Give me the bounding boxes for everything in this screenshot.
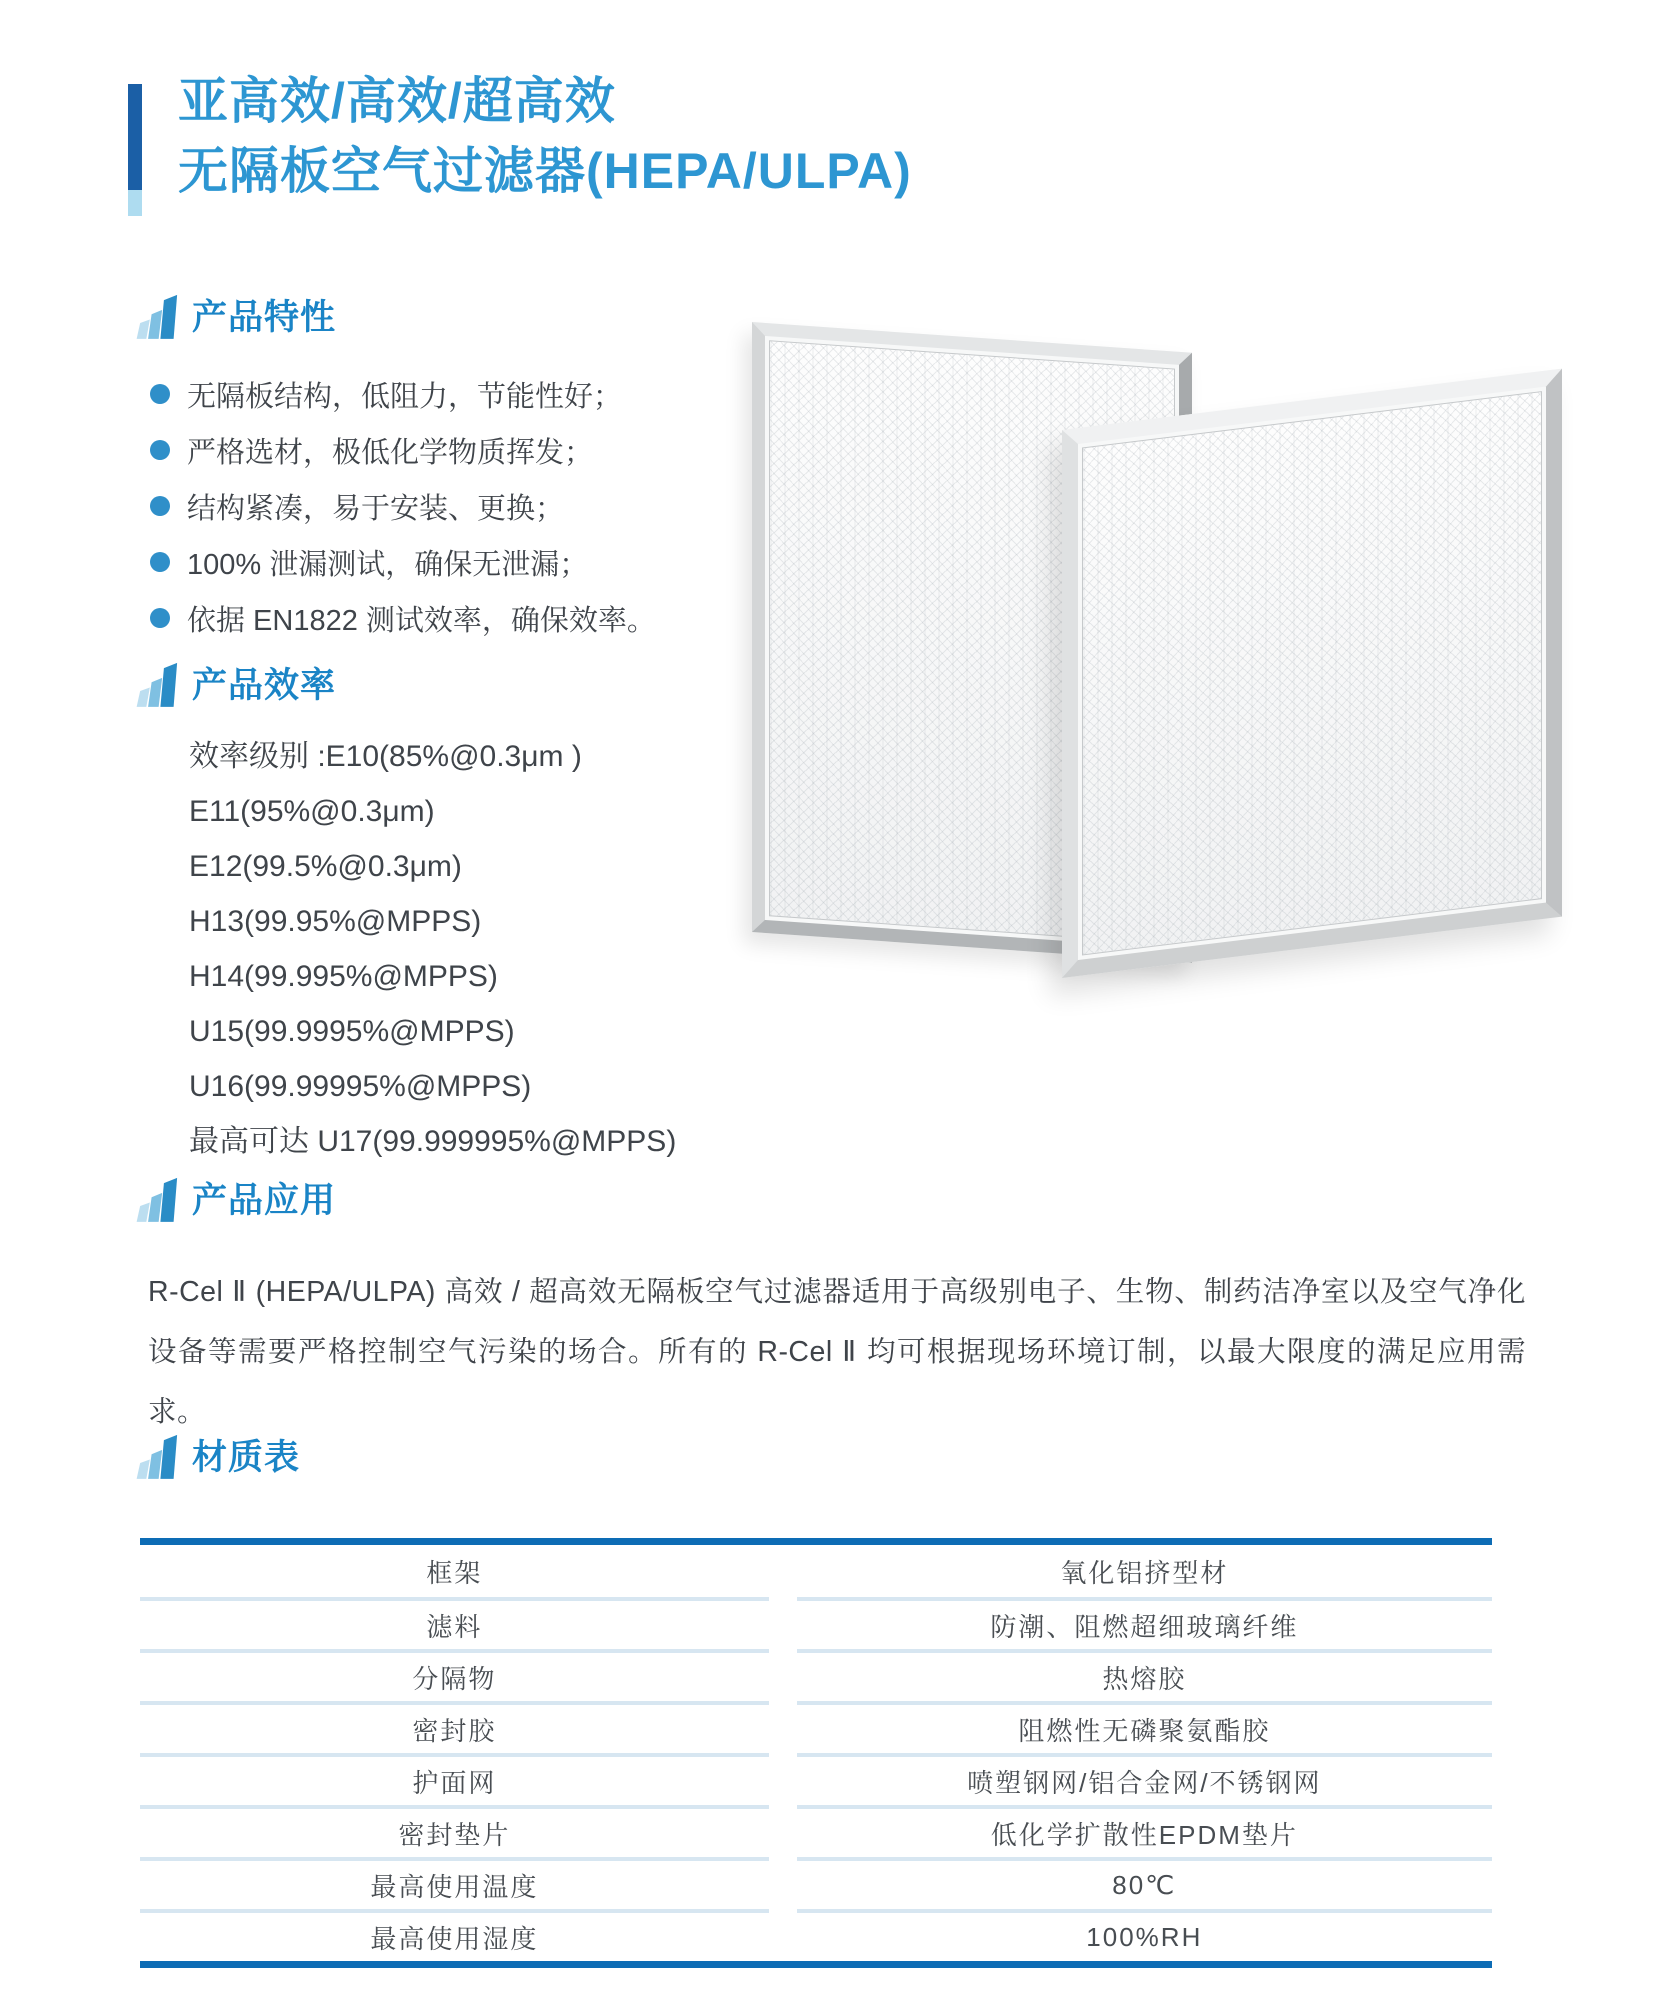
section-heading: 材质表 (192, 1438, 301, 1477)
efficiency-section-header (134, 660, 336, 708)
feature-item (150, 422, 656, 478)
application-section-header (134, 1175, 336, 1223)
efficiency-line: H14(99.995%@MPPS) (189, 960, 498, 993)
efficiency-line: E12(99.5%@0.3μm) (189, 850, 462, 883)
material-label: 密封垫片 (140, 1805, 769, 1857)
table-row (140, 1597, 1492, 1649)
table-row (140, 1701, 1492, 1753)
feature-item (150, 366, 656, 422)
filter-panel-front (1062, 369, 1562, 978)
efficiency-line: 最高可达 U17(99.999995%@MPPS) (189, 1125, 677, 1158)
table-row (140, 1857, 1492, 1909)
table-top-border (140, 1538, 1492, 1545)
material-value: 热熔胶 (797, 1649, 1492, 1701)
material-value: 低化学扩散性EPDM垫片 (797, 1805, 1492, 1857)
table-row (140, 1545, 1492, 1597)
skewed-bars-icon (134, 292, 178, 340)
feature-text: 100% 泄漏测试，确保无泄漏； (187, 548, 589, 581)
material-label: 最高使用湿度 (140, 1909, 769, 1961)
feature-item (150, 478, 656, 534)
page-title-line2: 无隔板空气过滤器(HEPA/ULPA) (178, 143, 912, 199)
material-label: 框架 (426, 1557, 483, 1588)
table-row (140, 1909, 1492, 1961)
material-value: 80℃ (797, 1857, 1492, 1909)
efficiency-line: U15(99.9995%@MPPS) (189, 1015, 515, 1048)
title-accent-dark (128, 84, 142, 190)
circle-dot-icon (150, 496, 170, 516)
efficiency-line: U16(99.99995%@MPPS) (189, 1070, 532, 1103)
efficiency-list (189, 729, 676, 1169)
feature-item (150, 534, 656, 590)
section-heading: 产品效率 (192, 666, 337, 705)
table-row (140, 1753, 1492, 1805)
filter-media-mesh (1082, 391, 1542, 955)
material-label: 分隔物 (140, 1649, 769, 1701)
skewed-bars-icon (134, 1175, 178, 1223)
section-heading: 产品应用 (192, 1181, 337, 1220)
circle-dot-icon (150, 552, 170, 572)
material-label: 护面网 (140, 1753, 769, 1805)
feature-item (150, 590, 656, 646)
efficiency-line: E11(95%@0.3μm) (189, 795, 435, 828)
feature-text: 无隔板结构，低阻力，节能性好； (187, 380, 623, 413)
feature-text: 依据 EN1822 测试效率，确保效率。 (187, 604, 656, 637)
material-label: 最高使用温度 (140, 1857, 769, 1909)
material-value: 阻燃性无磷聚氨酯胶 (797, 1701, 1492, 1753)
title-accent-light (128, 190, 142, 216)
section-heading: 产品特性 (192, 298, 337, 337)
material-value: 防潮、阻燃超细玻璃纤维 (797, 1597, 1492, 1649)
skewed-bars-icon (134, 660, 178, 708)
material-label: 密封胶 (140, 1701, 769, 1753)
circle-dot-icon (150, 440, 170, 460)
circle-dot-icon (150, 384, 170, 404)
table-bottom-border (140, 1961, 1492, 1968)
skewed-bars-icon (134, 1432, 178, 1480)
material-value: 氧化铝挤型材 (1060, 1557, 1229, 1588)
application-paragraph: R-Cel Ⅱ (HEPA/ULPA) 高效 / 超高效无隔板空气过滤器适用于高级别电子、生物、制药洁净室以及空气净化设备等需要严格控制空气污染的场合。所有的 R-Cel Ⅱ 均可根据现场环境订制，以最大限度的满足应用需求。 (148, 1276, 1526, 1428)
table-row (140, 1805, 1492, 1857)
page-title (178, 66, 912, 206)
material-value: 喷塑钢网/铝合金网/不锈钢网 (797, 1753, 1492, 1805)
features-section-header (134, 292, 336, 340)
circle-dot-icon (150, 608, 170, 628)
efficiency-line: 效率级别 :E10(85%@0.3μm ) (189, 740, 582, 773)
feature-text: 严格选材，极低化学物质挥发； (187, 436, 594, 469)
materials-section-header (134, 1432, 300, 1480)
feature-text: 结构紧凑，易于安装、更换； (187, 492, 565, 525)
materials-table (140, 1538, 1492, 1968)
material-value: 100%RH (797, 1909, 1492, 1961)
material-label: 滤料 (140, 1597, 769, 1649)
efficiency-line: H13(99.95%@MPPS) (189, 905, 482, 938)
title-accent-bar (128, 84, 142, 216)
page-title-line1: 亚高效/高效/超高效 (178, 73, 616, 129)
features-list (150, 366, 656, 646)
table-row (140, 1649, 1492, 1701)
